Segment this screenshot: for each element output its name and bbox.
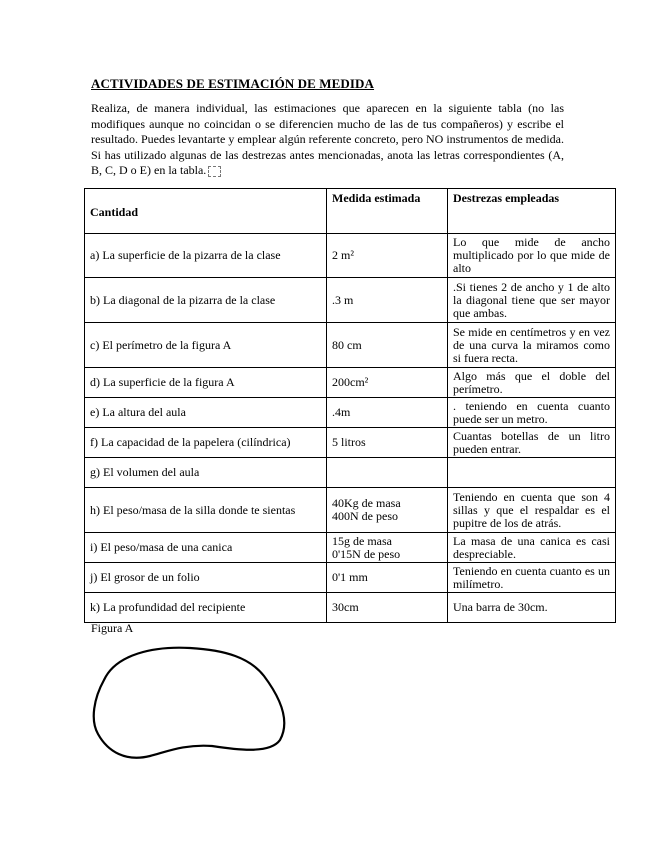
table-row	[85, 563, 616, 593]
cell-medida[interactable]: 15g de masa 0'15N de peso	[327, 533, 448, 563]
anchor-icon	[208, 166, 221, 177]
figure-a-shape	[88, 640, 298, 765]
table-row	[85, 234, 616, 278]
cell-cantidad: a) La superficie de la pizarra de la clase	[85, 234, 327, 278]
table-row	[85, 368, 616, 398]
cell-destrezas: Teniendo en cuenta que son 4 sillas y que el respaldar es el pupitre de los de atrás.	[448, 488, 616, 533]
cell-medida[interactable]: .3 m	[327, 278, 448, 323]
figure-label: Figura A	[91, 621, 134, 635]
cell-destrezas: Se mide en centímetros y en vez de una curva la miramos como si fuera recta.	[448, 323, 616, 368]
cell-medida[interactable]: 40Kg de masa 400N de peso	[327, 488, 448, 533]
table-row	[85, 398, 616, 428]
cell-cantidad: d) La superficie de la figura A	[85, 368, 327, 398]
cell-destrezas: Cuantas botellas de un litro pueden entrar.	[448, 428, 616, 458]
header-cantidad: Cantidad	[85, 189, 327, 234]
header-medida: Medida estimada	[327, 189, 448, 234]
cell-medida[interactable]: 80 cm	[327, 323, 448, 368]
cell-destrezas: . teniendo en cuenta cuanto puede ser un metro.	[448, 398, 616, 428]
cell-cantidad: h) El peso/masa de la silla donde te sientas	[85, 488, 327, 533]
cell-cantidad: g) El volumen del aula	[85, 458, 327, 488]
cell-medida[interactable]: 30cm	[327, 593, 448, 623]
cell-cantidad: e) La altura del aula	[85, 398, 327, 428]
cell-medida[interactable]: 5 litros	[327, 428, 448, 458]
cell-medida[interactable]: 2 m²	[327, 234, 448, 278]
table-row	[85, 533, 616, 563]
cell-destrezas: La masa de una canica es casi despreciable.	[448, 533, 616, 563]
cell-medida[interactable]: 0'1 mm	[327, 563, 448, 593]
cell-medida[interactable]	[327, 458, 448, 488]
cell-cantidad: b) La diagonal de la pizarra de la clase	[85, 278, 327, 323]
intro-text: Realiza, de manera individual, las estimaciones que aparecen en la siguiente tabla (no las modifiques aunque no coincidan o se diferencien mucho de las de tus compañeros) y escribe el resultado. Puedes levantarte y emplear algún referente concreto, pero NO instrumentos de medida. Si has utilizado algunas de las destrezas antes mencionadas, anota las letras correspondientes (A, B, C, D o E) en la tabla.	[91, 101, 564, 177]
cell-cantidad: f) La capacidad de la papelera (cilíndrica)	[85, 428, 327, 458]
cell-destrezas: .Si tienes 2 de ancho y 1 de alto la diagonal tiene que ser mayor que ambas.	[448, 278, 616, 323]
estimation-table	[84, 188, 616, 623]
table-row	[85, 458, 616, 488]
page-title: ACTIVIDADES DE ESTIMACIÓN DE MEDIDA	[91, 76, 375, 91]
cell-cantidad: k) La profundidad del recipiente	[85, 593, 327, 623]
cell-destrezas: Teniendo en cuenta cuanto es un milímetro.	[448, 563, 616, 593]
figure-a-outline	[94, 648, 285, 758]
cell-cantidad: j) El grosor de un folio	[85, 563, 327, 593]
cell-destrezas: Lo que mide de ancho multiplicado por lo que mide de alto	[448, 234, 616, 278]
cell-medida[interactable]: 200cm²	[327, 368, 448, 398]
table-row	[85, 323, 616, 368]
intro-paragraph	[91, 101, 564, 179]
table-row	[85, 488, 616, 533]
header-destrezas: Destrezas empleadas	[448, 189, 616, 234]
table-header-row	[85, 189, 616, 234]
table-row	[85, 593, 616, 623]
cell-cantidad: i) El peso/masa de una canica	[85, 533, 327, 563]
table-row	[85, 428, 616, 458]
cell-destrezas	[448, 458, 616, 488]
cell-destrezas: Una barra de 30cm.	[448, 593, 616, 623]
table-row	[85, 278, 616, 323]
cell-cantidad: c) El perímetro de la figura A	[85, 323, 327, 368]
cell-medida[interactable]: .4m	[327, 398, 448, 428]
cell-destrezas: Algo más que el doble del perímetro.	[448, 368, 616, 398]
